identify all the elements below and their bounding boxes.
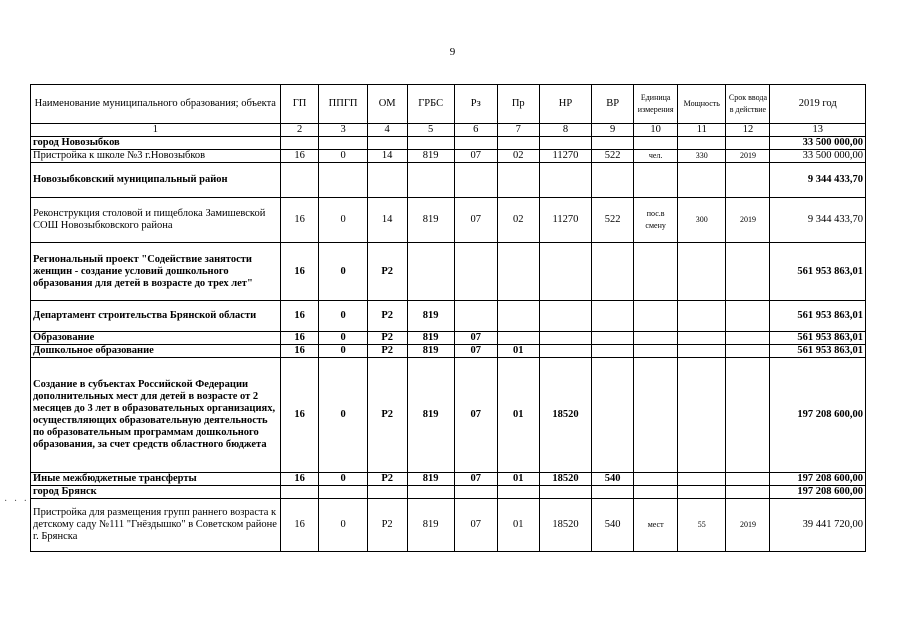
row-om — [367, 163, 407, 198]
row-pr: 01 — [497, 345, 539, 358]
row-power: 330 — [678, 150, 726, 163]
row-rz: 07 — [454, 332, 497, 345]
row-amount: 39 441 720,00 — [770, 499, 866, 552]
row-name: Новозыбковский муниципальный район — [31, 163, 281, 198]
row-amount: 33 500 000,00 — [770, 150, 866, 163]
row-amount: 197 208 600,00 — [770, 473, 866, 486]
row-om: 14 — [367, 198, 407, 243]
header-ppgp: ППГП — [319, 85, 367, 124]
row-ppgp: 0 — [319, 198, 367, 243]
row-unit — [634, 345, 678, 358]
row-power — [678, 301, 726, 332]
row-gp: 16 — [280, 358, 319, 473]
row-gp: 16 — [280, 243, 319, 301]
column-number: 12 — [726, 124, 770, 137]
row-grbs: 819 — [407, 473, 454, 486]
row-power: 300 — [678, 198, 726, 243]
row-om: Р2 — [367, 301, 407, 332]
row-pr: 02 — [497, 198, 539, 243]
column-number: 13 — [770, 124, 866, 137]
row-power — [678, 473, 726, 486]
row-term — [726, 332, 770, 345]
row-grbs: 819 — [407, 198, 454, 243]
row-pr — [497, 301, 539, 332]
row-nr — [539, 345, 591, 358]
row-term — [726, 301, 770, 332]
row-vr: 540 — [592, 473, 634, 486]
row-grbs: 819 — [407, 301, 454, 332]
row-gp: 16 — [280, 499, 319, 552]
row-gp — [280, 137, 319, 150]
budget-table — [30, 84, 866, 552]
row-unit — [634, 486, 678, 499]
row-vr — [592, 243, 634, 301]
row-term — [726, 137, 770, 150]
row-amount: 197 208 600,00 — [770, 358, 866, 473]
row-grbs — [407, 243, 454, 301]
table-row — [31, 198, 866, 243]
row-vr — [592, 358, 634, 473]
row-vr — [592, 301, 634, 332]
header-nr: НР — [539, 85, 591, 124]
row-pr: 02 — [497, 150, 539, 163]
row-unit: пос.в смену — [634, 198, 678, 243]
row-pr — [497, 137, 539, 150]
row-power — [678, 358, 726, 473]
row-om: Р2 — [367, 345, 407, 358]
row-gp: 16 — [280, 150, 319, 163]
row-term — [726, 243, 770, 301]
row-nr: 11270 — [539, 198, 591, 243]
row-power — [678, 332, 726, 345]
row-name: Реконструкция столовой и пищеблока Замишевской СОШ Новозыбковского района — [31, 198, 281, 243]
row-rz: 07 — [454, 358, 497, 473]
table-row — [31, 345, 866, 358]
table-row — [31, 358, 866, 473]
row-vr — [592, 345, 634, 358]
row-rz — [454, 243, 497, 301]
row-unit: чел. — [634, 150, 678, 163]
header-rz: Рз — [454, 85, 497, 124]
header-vr: ВР — [592, 85, 634, 124]
header-om: ОМ — [367, 85, 407, 124]
row-rz — [454, 163, 497, 198]
row-ppgp: 0 — [319, 499, 367, 552]
column-number: 4 — [367, 124, 407, 137]
header-gp: ГП — [280, 85, 319, 124]
row-name: Иные межбюджетные трансферты — [31, 473, 281, 486]
row-pr: 01 — [497, 499, 539, 552]
row-nr: 18520 — [539, 499, 591, 552]
row-term — [726, 345, 770, 358]
header-name: Наименование муниципального образования; объекта — [31, 85, 281, 124]
scan-edge-mark: · · · — [4, 496, 29, 507]
row-amount: 9 344 433,70 — [770, 198, 866, 243]
table-row — [31, 486, 866, 499]
page-number: 9 — [449, 46, 456, 58]
row-pr — [497, 163, 539, 198]
row-nr: 11270 — [539, 150, 591, 163]
row-nr — [539, 301, 591, 332]
row-om: Р2 — [367, 358, 407, 473]
table-row — [31, 163, 866, 198]
row-amount: 33 500 000,00 — [770, 137, 866, 150]
row-gp: 16 — [280, 301, 319, 332]
row-vr — [592, 332, 634, 345]
row-name: Департамент строительства Брянской области — [31, 301, 281, 332]
row-om — [367, 137, 407, 150]
row-rz: 07 — [454, 473, 497, 486]
row-power — [678, 243, 726, 301]
row-name: город Брянск — [31, 486, 281, 499]
row-term — [726, 358, 770, 473]
row-name: Образование — [31, 332, 281, 345]
row-term: 2019 — [726, 198, 770, 243]
row-term — [726, 486, 770, 499]
row-rz — [454, 486, 497, 499]
row-amount: 197 208 600,00 — [770, 486, 866, 499]
table-row — [31, 332, 866, 345]
column-number: 7 — [497, 124, 539, 137]
row-name: Дошкольное образование — [31, 345, 281, 358]
row-unit — [634, 473, 678, 486]
row-unit — [634, 301, 678, 332]
row-name: Пристройка к школе №3 г.Новозыбков — [31, 150, 281, 163]
header-grbs: ГРБС — [407, 85, 454, 124]
row-ppgp: 0 — [319, 358, 367, 473]
row-unit — [634, 243, 678, 301]
row-amount: 561 953 863,01 — [770, 243, 866, 301]
row-gp: 16 — [280, 332, 319, 345]
row-vr — [592, 486, 634, 499]
row-pr: 01 — [497, 473, 539, 486]
column-number: 11 — [678, 124, 726, 137]
row-nr — [539, 332, 591, 345]
row-name: Региональный проект "Содействие занятости женщин - создание условий дошкольного образования для детей в возрасте до трех лет" — [31, 243, 281, 301]
row-unit — [634, 358, 678, 473]
column-number: 10 — [634, 124, 678, 137]
column-number: 6 — [454, 124, 497, 137]
row-gp: 16 — [280, 198, 319, 243]
row-grbs: 819 — [407, 345, 454, 358]
row-pr: 01 — [497, 358, 539, 473]
row-grbs: 819 — [407, 499, 454, 552]
table-row — [31, 137, 866, 150]
row-power: 55 — [678, 499, 726, 552]
row-nr — [539, 486, 591, 499]
row-vr — [592, 137, 634, 150]
row-ppgp: 0 — [319, 345, 367, 358]
row-unit: мест — [634, 499, 678, 552]
row-grbs — [407, 163, 454, 198]
row-om: Р2 — [367, 473, 407, 486]
row-power — [678, 163, 726, 198]
row-rz: 07 — [454, 345, 497, 358]
row-om: 14 — [367, 150, 407, 163]
row-om: Р2 — [367, 499, 407, 552]
column-number-row — [31, 124, 866, 137]
row-grbs — [407, 137, 454, 150]
row-name: город Новозыбков — [31, 137, 281, 150]
row-nr — [539, 243, 591, 301]
row-name: Пристройка для размещения групп раннего возраста к детскому саду №111 "Гнёздышко" в Советском районе г. Брянска — [31, 499, 281, 552]
row-rz: 07 — [454, 499, 497, 552]
row-ppgp: 0 — [319, 332, 367, 345]
row-om: Р2 — [367, 243, 407, 301]
row-gp — [280, 163, 319, 198]
row-pr — [497, 332, 539, 345]
row-ppgp: 0 — [319, 150, 367, 163]
row-ppgp: 0 — [319, 301, 367, 332]
row-term: 2019 — [726, 499, 770, 552]
row-ppgp — [319, 163, 367, 198]
row-rz — [454, 301, 497, 332]
column-number: 1 — [31, 124, 281, 137]
column-number: 3 — [319, 124, 367, 137]
row-term — [726, 163, 770, 198]
row-power — [678, 486, 726, 499]
row-unit — [634, 163, 678, 198]
row-gp: 16 — [280, 345, 319, 358]
row-power — [678, 345, 726, 358]
row-nr — [539, 163, 591, 198]
table-row — [31, 243, 866, 301]
row-term: 2019 — [726, 150, 770, 163]
row-vr — [592, 163, 634, 198]
table-row — [31, 499, 866, 552]
table-row — [31, 150, 866, 163]
row-amount: 9 344 433,70 — [770, 163, 866, 198]
table-row — [31, 301, 866, 332]
row-power — [678, 137, 726, 150]
header-row — [31, 85, 866, 124]
row-vr: 522 — [592, 198, 634, 243]
row-rz: 07 — [454, 150, 497, 163]
row-pr — [497, 486, 539, 499]
row-vr: 540 — [592, 499, 634, 552]
header-pr: Пр — [497, 85, 539, 124]
header-term: Срок ввода в действие — [726, 85, 770, 124]
row-name: Создание в субъектах Российской Федерации дополнительных мест для детей в возрасте от 2 месяцев до 3 лет в образовательных организациях, осуществляющих образовательную деятельность по образовательным программам дошкольного образования, за счет средств областного бюджета — [31, 358, 281, 473]
column-number: 9 — [592, 124, 634, 137]
row-grbs — [407, 486, 454, 499]
row-nr: 18520 — [539, 473, 591, 486]
row-om: Р2 — [367, 332, 407, 345]
row-gp — [280, 486, 319, 499]
row-vr: 522 — [592, 150, 634, 163]
header-unit: Единица измерения — [634, 85, 678, 124]
row-gp: 16 — [280, 473, 319, 486]
row-nr — [539, 137, 591, 150]
row-grbs: 819 — [407, 332, 454, 345]
column-number: 2 — [280, 124, 319, 137]
row-unit — [634, 137, 678, 150]
row-grbs: 819 — [407, 150, 454, 163]
row-rz — [454, 137, 497, 150]
row-ppgp: 0 — [319, 243, 367, 301]
row-amount: 561 953 863,01 — [770, 301, 866, 332]
row-ppgp — [319, 137, 367, 150]
column-number: 5 — [407, 124, 454, 137]
row-amount: 561 953 863,01 — [770, 345, 866, 358]
header-year: 2019 год — [770, 85, 866, 124]
row-rz: 07 — [454, 198, 497, 243]
row-amount: 561 953 863,01 — [770, 332, 866, 345]
row-ppgp — [319, 486, 367, 499]
row-unit — [634, 332, 678, 345]
table-row — [31, 473, 866, 486]
row-pr — [497, 243, 539, 301]
row-ppgp: 0 — [319, 473, 367, 486]
row-grbs: 819 — [407, 358, 454, 473]
header-power: Мощность — [678, 85, 726, 124]
row-term — [726, 473, 770, 486]
row-om — [367, 486, 407, 499]
row-nr: 18520 — [539, 358, 591, 473]
column-number: 8 — [539, 124, 591, 137]
